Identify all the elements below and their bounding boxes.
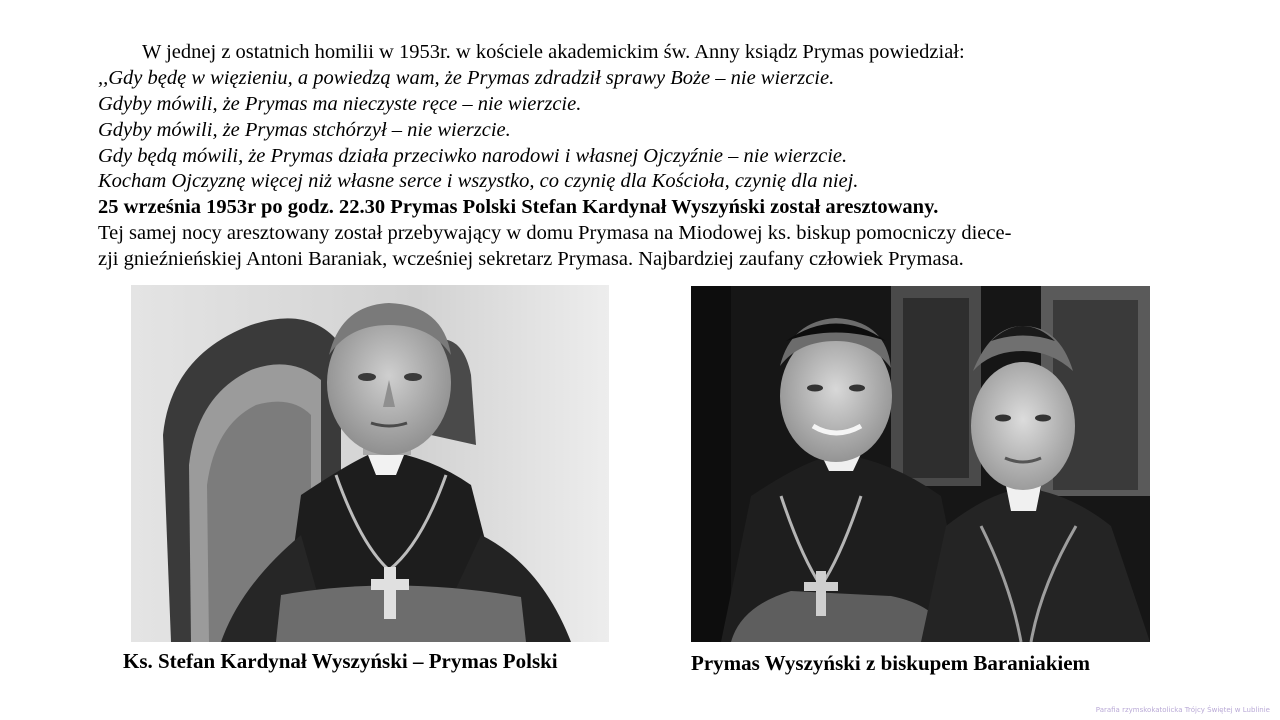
quote-line: Gdyby mówili, że Prymas stchórzył – nie wierzcie.: [98, 118, 511, 141]
footer-credit: Parafia rzymskokatolicka Trójcy Świętej w Lublinie: [1095, 706, 1270, 714]
quote-line: Gdy będą mówili, że Prymas działa przeciwko narodowi i własnej Ojczyźnie – nie wierzcie.: [98, 144, 848, 167]
body-line: zji gnieźnieńskiej Antoni Baraniak, wcześniej sekretarz Prymasa. Najbardziej zaufany człowiek Prymasa.: [98, 248, 964, 271]
left-photo-caption: Ks. Stefan Kardynał Wyszyński – Prymas Polski: [123, 649, 558, 673]
quote-line: Kocham Ojczyznę więcej niż własne serce i wszystko, co czynię dla Kościoła, czynię dla niej.: [98, 170, 859, 193]
main-text: [98, 40, 1183, 273]
body-line: Tej samej nocy aresztowany został przebywający w domu Prymasa na Miodowej ks. biskup pomocniczy diece-: [98, 222, 1012, 245]
cardinal-and-bishop-photo: [691, 286, 1150, 642]
right-photo-caption: Prymas Wyszyński z biskupem Baraniakiem: [691, 651, 1091, 675]
arrest-line: 25 września 1953r po godz. 22.30 Prymas Polski Stefan Kardynał Wyszyński został aresztowany.: [98, 196, 939, 219]
quote-line: ,,Gdy będę w więzieniu, a powiedzą wam, że Prymas zdradził sprawy Boże – nie wierzcie.: [98, 66, 835, 89]
portrait-photo: [131, 285, 609, 642]
intro-line: W jednej z ostatnich homilii w 1953r. w kościele akademickim św. Anny ksiądz Prymas powiedział:: [142, 41, 965, 63]
quote-line: Gdyby mówili, że Prymas ma nieczyste ręce – nie wierzcie.: [98, 92, 582, 115]
